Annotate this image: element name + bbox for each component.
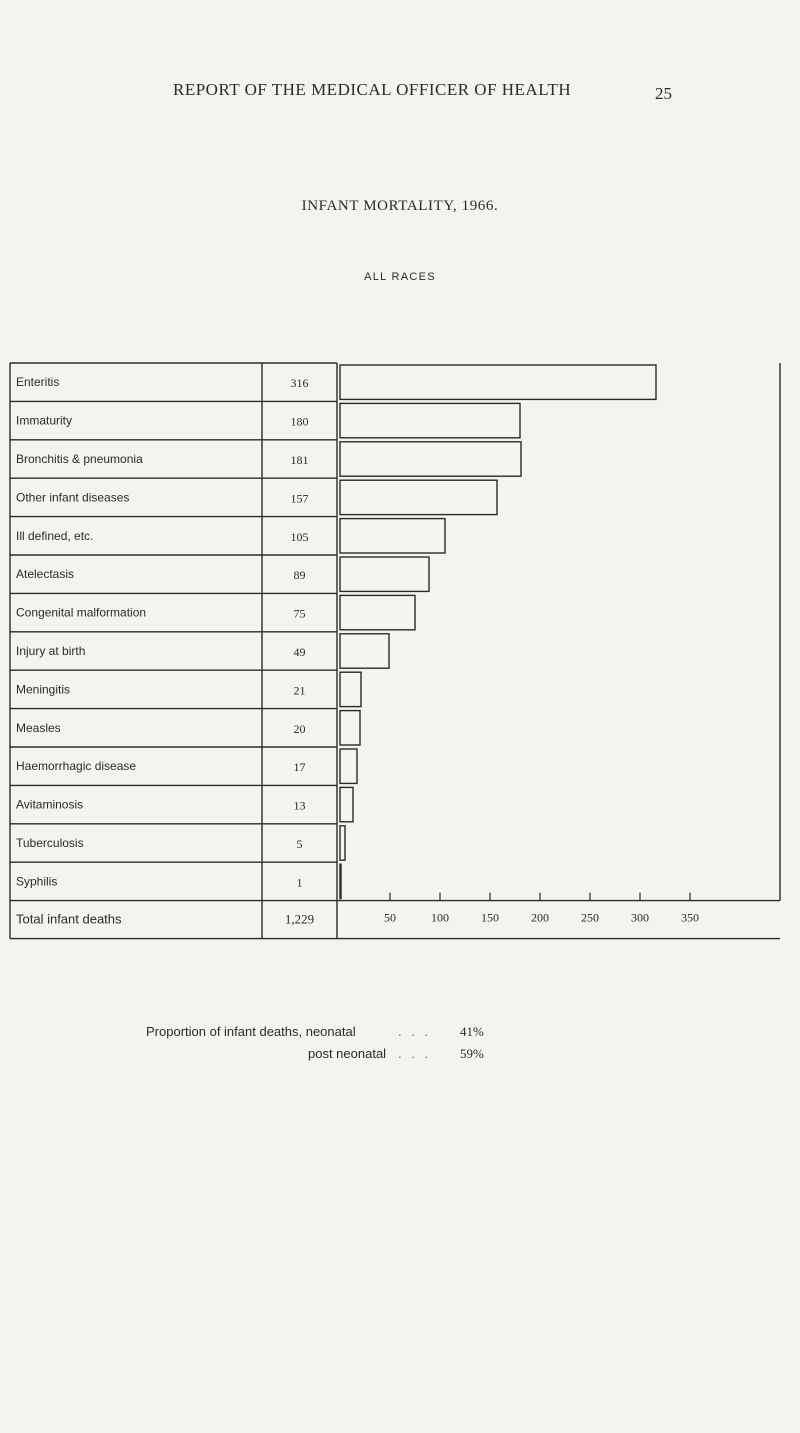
bar <box>340 365 656 399</box>
category-label: Bronchitis & pneumonia <box>16 452 143 466</box>
bar <box>340 595 415 629</box>
x-tick-label: 250 <box>581 910 599 925</box>
category-label: Meningitis <box>16 682 71 697</box>
infant-mortality-chart <box>0 355 800 965</box>
value-label: 181 <box>290 453 309 467</box>
chart-title: INFANT MORTALITY, 1966. <box>301 198 499 214</box>
chart-subtitle: ALL RACES <box>364 271 436 283</box>
category-label: Enteritis <box>16 375 60 390</box>
bar <box>340 442 521 476</box>
category-label: Tuberculosis <box>16 836 84 850</box>
leader-dots: . . . <box>398 1046 432 1061</box>
x-tick-label: 100 <box>431 910 449 925</box>
x-tick-label: 200 <box>531 910 549 925</box>
bar <box>340 826 345 860</box>
category-label: Congenital malformation <box>16 605 147 620</box>
neonatal-percent: 41% <box>460 1024 484 1039</box>
category-label: Measles <box>16 720 61 735</box>
bar <box>340 480 497 514</box>
bar <box>340 864 341 898</box>
leader-dots: . . . <box>398 1024 432 1039</box>
bar <box>340 711 360 745</box>
value-label: 1 <box>296 875 303 890</box>
value-label: 316 <box>290 376 309 391</box>
value-label: 17 <box>293 760 306 775</box>
value-label: 5 <box>296 837 303 851</box>
bar <box>340 519 445 553</box>
value-label: 20 <box>293 721 306 736</box>
bar <box>340 672 361 706</box>
neonatal-label: Proportion of infant deaths, neonatal <box>146 1024 356 1039</box>
bar <box>340 749 357 783</box>
value-label: 180 <box>290 414 309 429</box>
category-label: Injury at birth <box>16 644 86 658</box>
page-header <box>0 76 800 116</box>
bar <box>340 557 429 591</box>
value-label: 75 <box>293 606 306 621</box>
x-tick-label: 50 <box>384 910 396 925</box>
value-label: 89 <box>293 568 306 583</box>
post-neonatal-label: post neonatal <box>308 1046 387 1061</box>
page-number: 25 <box>655 84 672 103</box>
total-value: 1,229 <box>284 911 315 927</box>
x-tick-label: 300 <box>631 910 649 925</box>
category-label: Avitaminosis <box>16 797 84 812</box>
total-label: Total infant deaths <box>16 911 122 927</box>
value-label: 157 <box>290 491 309 506</box>
bar <box>340 403 520 437</box>
value-label: 49 <box>293 645 306 659</box>
value-label: 13 <box>293 798 306 813</box>
category-label: Syphilis <box>16 874 58 889</box>
value-label: 21 <box>293 683 306 698</box>
x-tick-label: 150 <box>481 910 499 925</box>
category-label: Haemorrhagic disease <box>16 759 137 774</box>
category-label: Other infant diseases <box>16 490 130 505</box>
post-neonatal-percent: 59% <box>460 1046 484 1061</box>
bar <box>340 634 389 668</box>
category-label: Atelectasis <box>16 567 75 582</box>
bar <box>340 787 353 821</box>
category-label: Ill defined, etc. <box>16 528 94 543</box>
report-header: REPORT OF THE MEDICAL OFFICER OF HEALTH <box>173 80 572 99</box>
category-label: Immaturity <box>16 413 73 428</box>
value-label: 105 <box>290 529 309 544</box>
x-tick-label: 350 <box>681 910 699 925</box>
